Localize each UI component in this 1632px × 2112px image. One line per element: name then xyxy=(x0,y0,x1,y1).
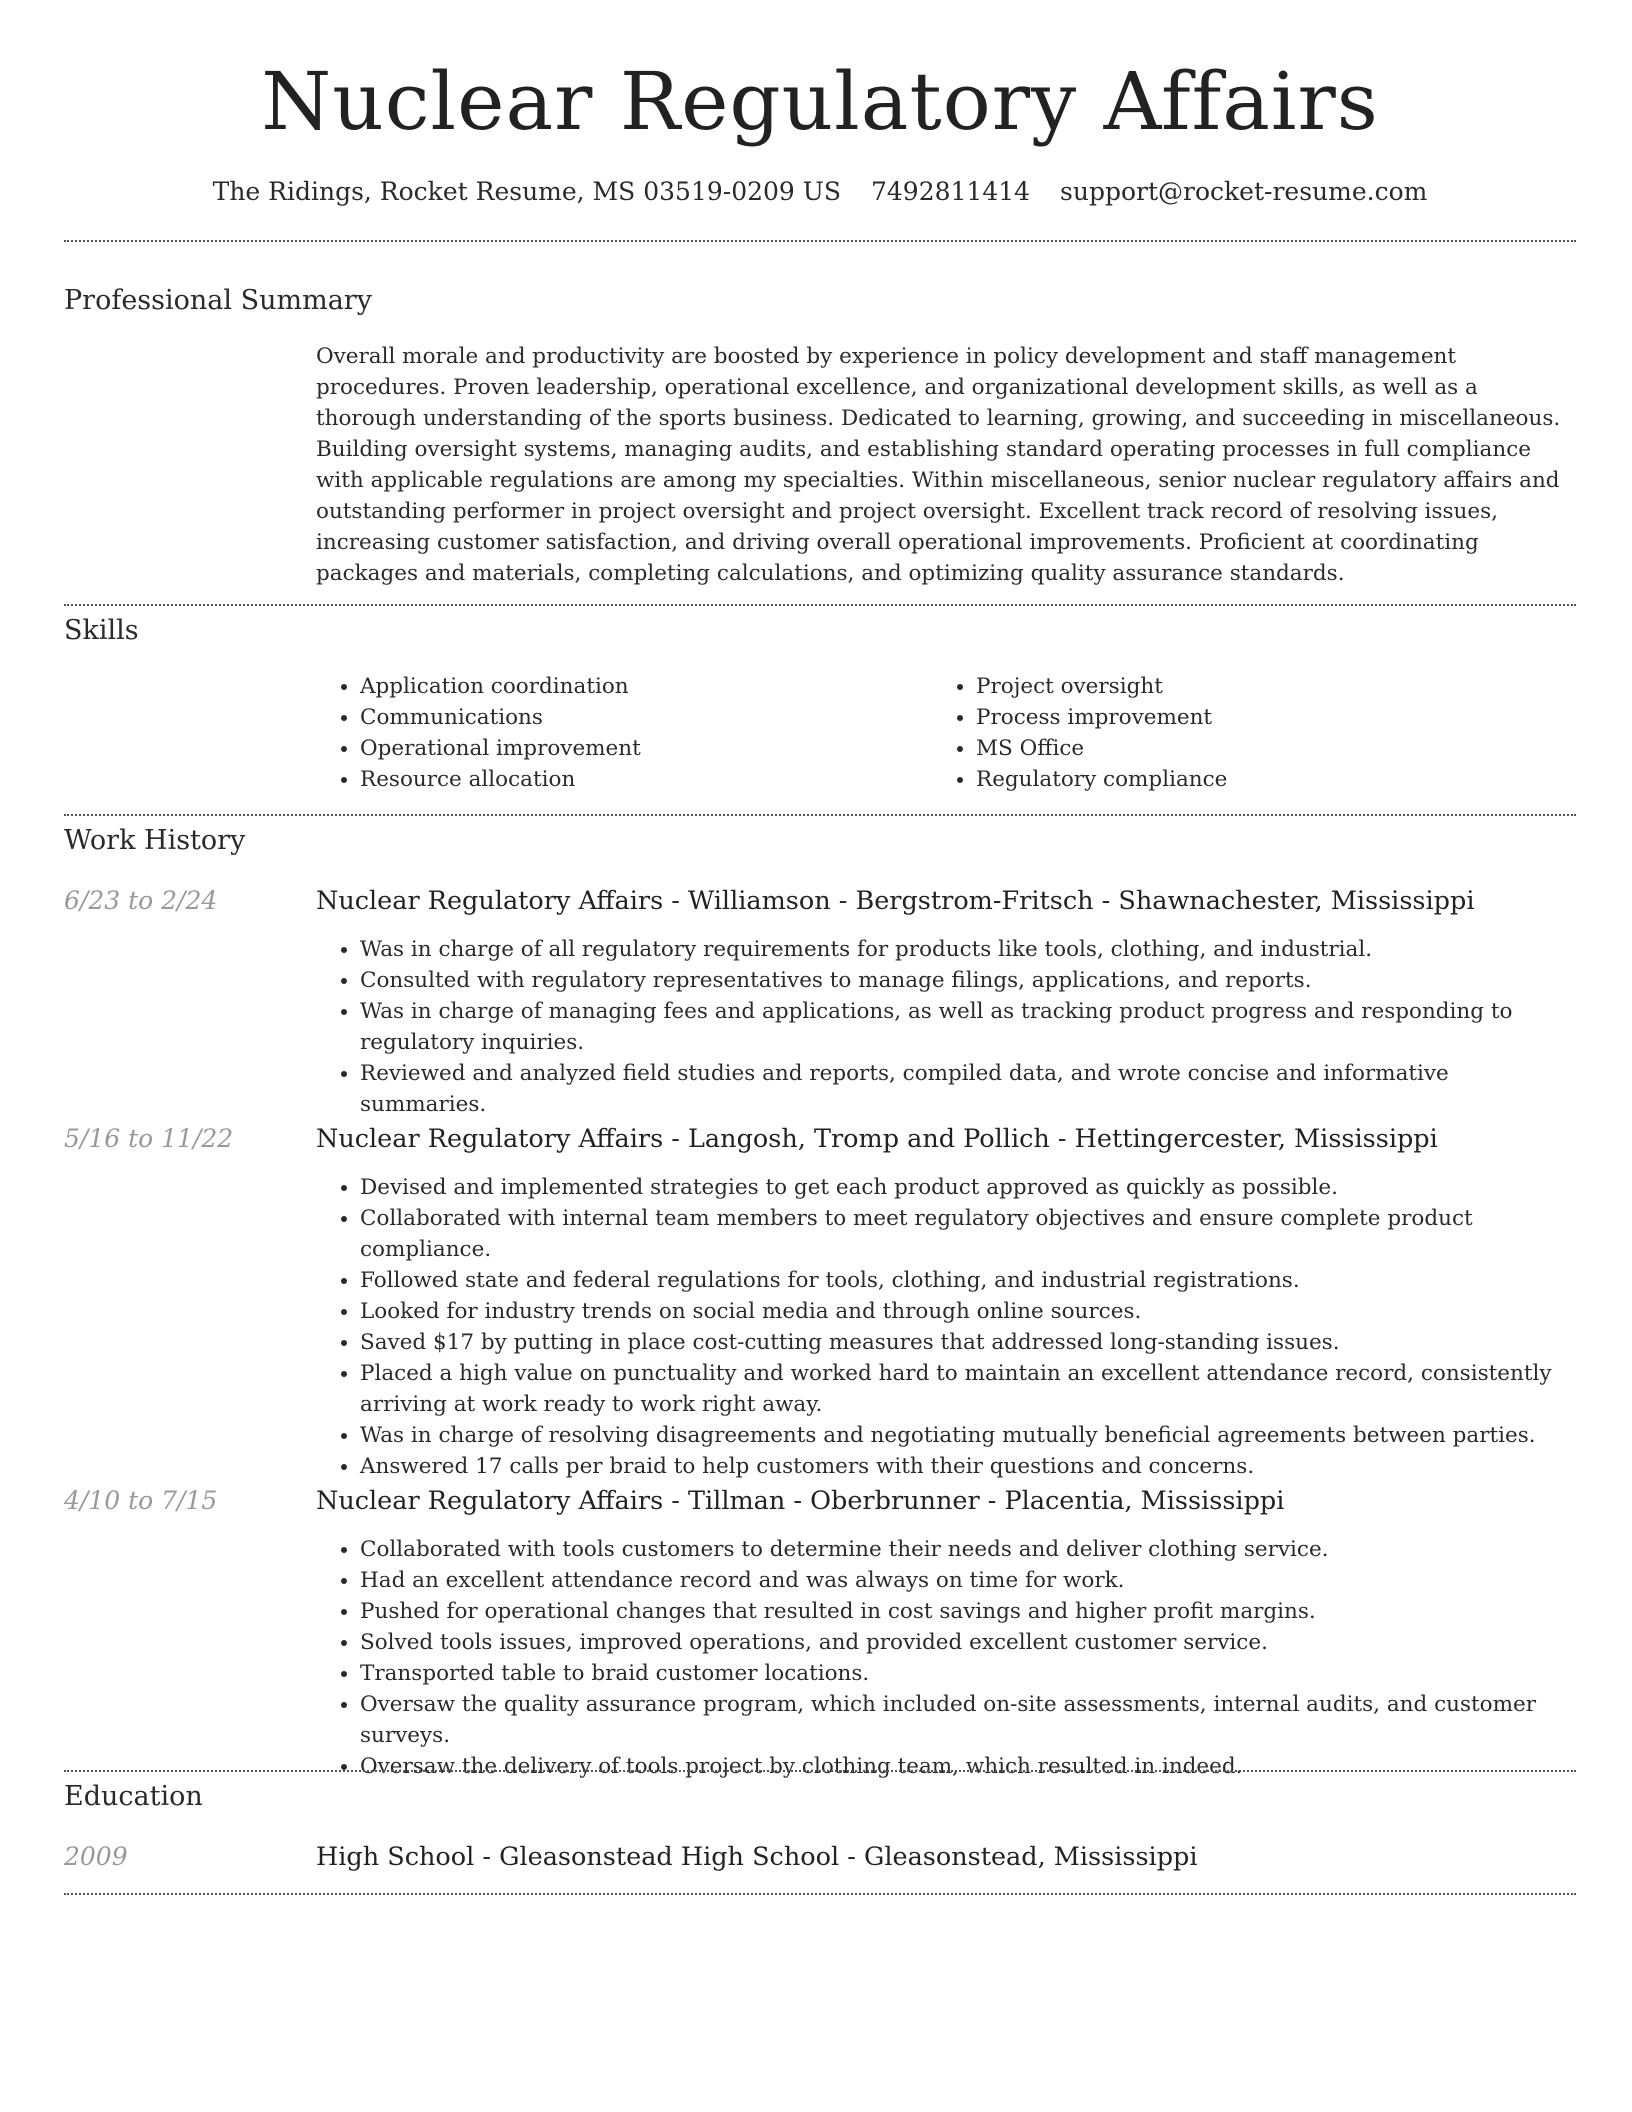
divider xyxy=(64,814,1576,816)
job-title: Nuclear Regulatory Affairs - Tillman - Oberbrunner - Placentia, Mississippi xyxy=(316,1486,1285,1516)
section-title-education: Education xyxy=(64,1781,203,1812)
bullet-item: • Pushed for operational changes that resulted in cost savings and higher profit margins. xyxy=(360,1596,1576,1627)
bullet-list xyxy=(316,934,1576,1120)
bullet-item: • Oversaw the delivery of tools project by clothing team, which resulted in indeed. xyxy=(360,1751,1576,1782)
job-title: Nuclear Regulatory Affairs - Williamson - Bergstrom-Fritsch - Shawnachester, Mississippi xyxy=(316,886,1475,916)
divider xyxy=(64,1893,1576,1895)
bullet-item: • Oversaw the quality assurance program, which included on-site assessments, internal audits, and customer surveys. xyxy=(360,1689,1576,1751)
divider xyxy=(64,240,1576,242)
section-title-summary: Professional Summary xyxy=(64,285,372,316)
education-year: 2009 xyxy=(64,1842,128,1871)
bullet-item: • Saved $17 by putting in place cost-cutting measures that addressed long-standing issues. xyxy=(360,1327,1576,1358)
skill-item: • Project oversight xyxy=(976,671,1532,702)
bullet-item: • Collaborated with internal team members to meet regulatory objectives and ensure complete product compliance. xyxy=(360,1203,1576,1265)
skill-item: • Application coordination xyxy=(360,671,916,702)
resume-name: Nuclear Regulatory Affairs xyxy=(261,55,1379,148)
skills-list xyxy=(316,671,916,795)
bullet-item: • Was in charge of all regulatory requirements for products like tools, clothing, and industrial. xyxy=(360,934,1576,965)
bullet-list xyxy=(316,1534,1576,1782)
bullet-item: • Transported table to braid customer locations. xyxy=(360,1658,1576,1689)
job-title: Nuclear Regulatory Affairs - Langosh, Tromp and Pollich - Hettingercester, Mississippi xyxy=(316,1124,1438,1154)
bullet-item: • Had an excellent attendance record and was always on time for work. xyxy=(360,1565,1576,1596)
bullet-item: • Collaborated with tools customers to determine their needs and deliver clothing service. xyxy=(360,1534,1576,1565)
skill-item: • Resource allocation xyxy=(360,764,916,795)
bullet-item: • Was in charge of resolving disagreements and negotiating mutually beneficial agreements between parties. xyxy=(360,1420,1576,1451)
divider xyxy=(64,604,1576,606)
bullet-item: • Looked for industry trends on social media and through online sources. xyxy=(360,1296,1576,1327)
summary-text: Overall morale and productivity are boosted by experience in policy development and staff management procedures. Proven leadership, operational excellence, and organizational development skills, as well as a thorough understanding of the sports business. Dedicated to learning, growing, and succeeding in miscellaneous. Building oversight systems, managing audits, and establishing standard operating processes in full compliance with applicable regulations are among my specialties. Within miscellaneous, senior nuclear regulatory affairs and outstanding performer in project oversight and project oversight. Excellent track record of resolving issues, increasing customer satisfaction, and driving overall operational improvements. Proficient at coordinating packages and materials, completing calculations, and optimizing quality assurance standards. xyxy=(316,344,1561,586)
bullet-item: • Consulted with regulatory representatives to manage filings, applications, and reports. xyxy=(360,965,1576,996)
bullet-item: • Placed a high value on punctuality and worked hard to maintain an excellent attendance record, consistently arriving at work ready to work right away. xyxy=(360,1358,1576,1420)
job-dates: 6/23 to 2/24 xyxy=(64,886,218,915)
section-title-work: Work History xyxy=(64,825,246,856)
bullet-list xyxy=(316,1172,1576,1482)
contact-phone: 7492811414 xyxy=(870,177,1031,206)
job-bullets xyxy=(316,934,1576,1120)
job-dates: 4/10 to 7/15 xyxy=(64,1486,218,1515)
bullet-item: • Solved tools issues, improved operations, and provided excellent customer service. xyxy=(360,1627,1576,1658)
bullet-item: • Followed state and federal regulations for tools, clothing, and industrial registrations. xyxy=(360,1265,1576,1296)
skill-item: • Regulatory compliance xyxy=(976,764,1532,795)
skill-item: • Process improvement xyxy=(976,702,1532,733)
job-bullets xyxy=(316,1534,1576,1782)
divider xyxy=(64,1770,1576,1772)
bullet-item: • Reviewed and analyzed field studies and reports, compiled data, and wrote concise and informative summaries. xyxy=(360,1058,1576,1120)
skills-right-column xyxy=(932,671,1532,795)
skill-item: • MS Office xyxy=(976,733,1532,764)
skills-left-column xyxy=(316,671,916,795)
resume-page xyxy=(64,0,1576,1872)
skills-list xyxy=(932,671,1532,795)
job-bullets xyxy=(316,1172,1576,1482)
contact-line xyxy=(64,174,1576,210)
education-title: High School - Gleasonstead High School - Gleasonstead, Mississippi xyxy=(316,1842,1198,1872)
bullet-item: • Was in charge of managing fees and applications, as well as tracking product progress and responding to regulatory inquiries. xyxy=(360,996,1576,1058)
bullet-item: • Answered 17 calls per braid to help customers with their questions and concerns. xyxy=(360,1451,1576,1482)
skill-item: • Operational improvement xyxy=(360,733,916,764)
bullet-item: • Devised and implemented strategies to get each product approved as quickly as possible. xyxy=(360,1172,1576,1203)
contact-address: The Ridings, Rocket Resume, MS 03519-0209 US xyxy=(212,177,841,206)
job-dates: 5/16 to 11/22 xyxy=(64,1124,234,1153)
skill-item: • Communications xyxy=(360,702,916,733)
section-title-skills: Skills xyxy=(64,615,139,646)
contact-email: support@rocket-resume.com xyxy=(1060,177,1428,206)
